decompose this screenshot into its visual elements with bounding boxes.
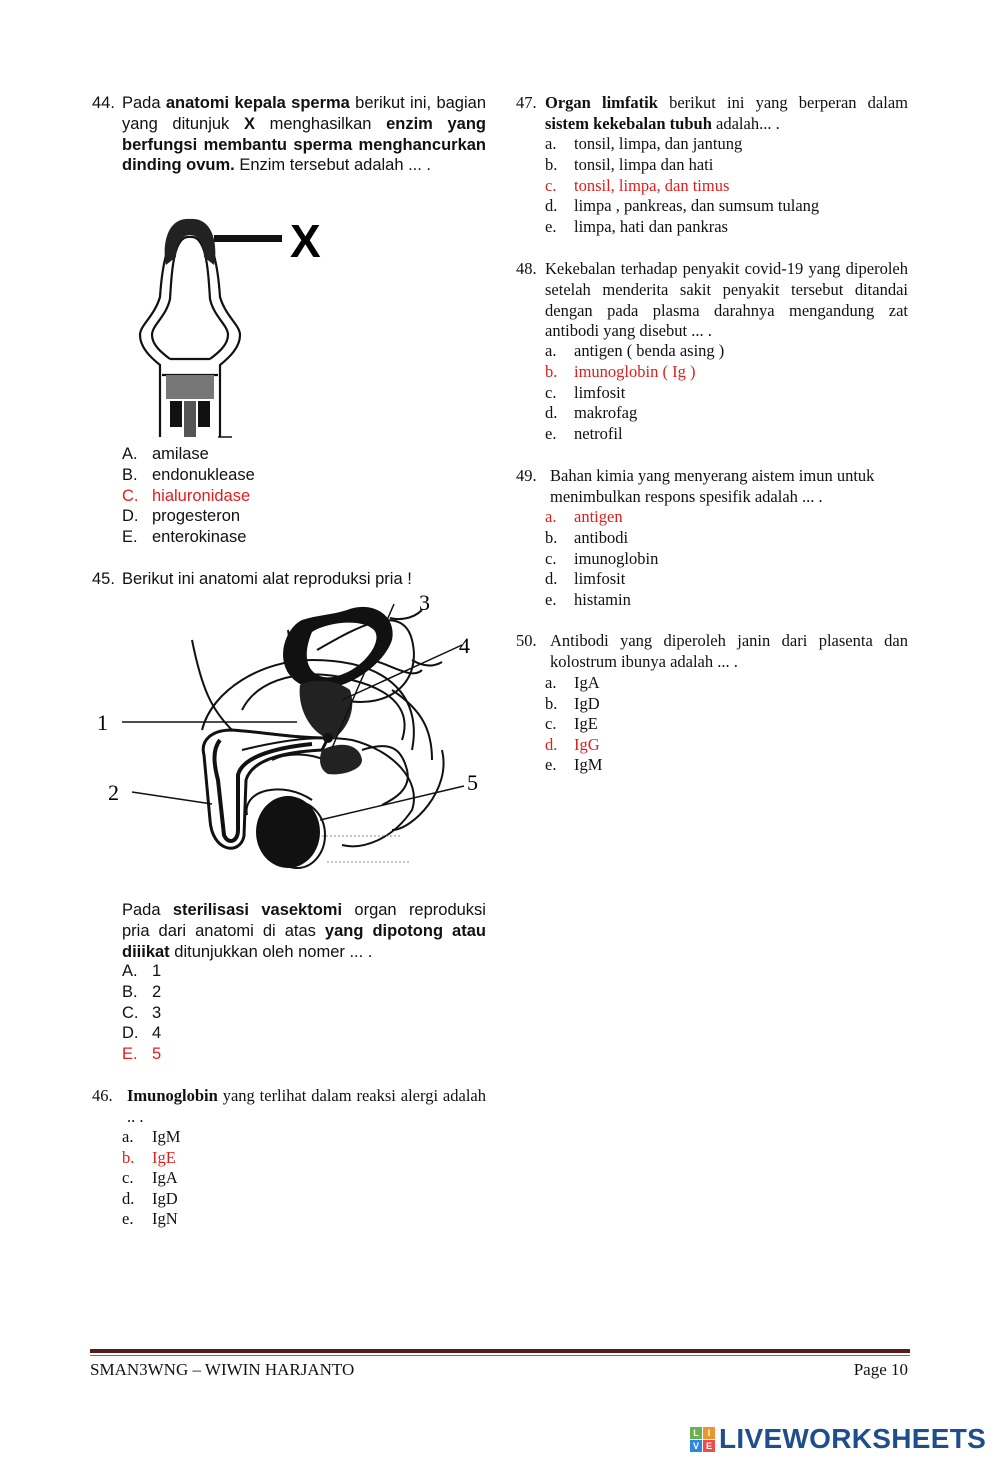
question-number: 46. — [92, 1086, 113, 1105]
option-letter: D. — [122, 1024, 139, 1043]
option-text: histamin — [574, 590, 631, 610]
option-text: tonsil, limpa, dan jantung — [574, 134, 743, 153]
option-text: tonsil, limpa dan hati — [574, 154, 714, 174]
option-b[interactable] — [122, 1148, 322, 1169]
figure-label-4: 4 — [459, 633, 470, 658]
option-a[interactable] — [122, 445, 482, 466]
live-badge-icon — [690, 1427, 715, 1452]
option-letter: d. — [545, 196, 558, 216]
option-letter: e. — [545, 217, 557, 237]
question-intro: Berikut ini anatomi alat reproduksi pria ! — [122, 570, 412, 588]
question-44-options — [122, 445, 482, 549]
option-letter: d. — [545, 734, 558, 754]
question-text: Imunoglobin yang terlihat dalam reaksi alergi adalah .. . — [127, 1086, 486, 1126]
option-text: IgE — [574, 714, 598, 734]
option-text: antigen — [574, 507, 623, 526]
option-letter: b. — [545, 527, 558, 547]
option-letter: A. — [122, 445, 138, 463]
option-letter: a. — [545, 507, 557, 526]
option-e[interactable] — [545, 590, 905, 611]
option-text: tonsil, limpa, dan timus — [574, 175, 730, 195]
option-c[interactable] — [122, 1004, 322, 1025]
option-text: netrofil — [574, 424, 623, 444]
option-text: limpa, hati dan pankras — [574, 217, 728, 237]
option-letter: a. — [545, 134, 557, 153]
option-d[interactable] — [122, 1024, 322, 1045]
option-d[interactable] — [545, 569, 905, 590]
option-text: progesteron — [152, 507, 241, 526]
question-49-options — [545, 507, 905, 611]
option-text: imunoglobin — [574, 548, 659, 568]
option-letter: b. — [545, 361, 558, 381]
option-b[interactable] — [545, 362, 905, 383]
option-text: IgM — [574, 755, 603, 775]
question-47 — [516, 93, 908, 135]
option-letter: A. — [122, 962, 138, 980]
question-text: Kekebalan terhadap penyakit covid-19 yang diperoleh setelah menderita sakit penyakit tersebut ditandai dengan pada plasma darahnya mengandung zat antibodi yang disebut ... . — [545, 259, 908, 341]
option-text: IgD — [574, 693, 600, 713]
question-50-options — [545, 673, 905, 776]
option-text: amilase — [152, 445, 209, 463]
option-text: limfosit — [574, 569, 626, 589]
option-letter: d. — [545, 569, 558, 589]
option-letter: b. — [545, 693, 558, 713]
option-letter: d. — [122, 1188, 135, 1208]
question-number: 47. — [516, 93, 537, 112]
option-text: 5 — [152, 1045, 162, 1064]
brand-name: LIVEWORKSHEETS — [719, 1423, 987, 1454]
question-number: 50. — [516, 631, 537, 650]
footer-page-number: Page 10 — [853, 1360, 908, 1379]
option-text: imunoglobin ( Ig ) — [574, 361, 696, 381]
option-e[interactable] — [545, 755, 905, 776]
option-e[interactable] — [122, 528, 482, 549]
question-text: Bahan kimia yang menyerang aistem imun untuk menimbulkan respons spesifik adalah ... . — [550, 466, 875, 506]
option-c[interactable] — [122, 487, 482, 508]
option-a[interactable] — [545, 507, 905, 528]
question-number: 45. — [92, 570, 115, 588]
option-e[interactable] — [545, 424, 905, 445]
option-text: antigen ( benda asing ) — [574, 341, 725, 360]
option-letter: E. — [122, 1045, 138, 1064]
option-d[interactable] — [122, 1189, 322, 1210]
option-letter: b. — [122, 1147, 135, 1167]
option-c[interactable] — [122, 1168, 322, 1189]
figure-label-3: 3 — [419, 590, 430, 615]
badge-l: L — [690, 1427, 702, 1439]
option-letter: D. — [122, 507, 139, 526]
option-letter: a. — [545, 673, 557, 692]
question-45-options — [122, 962, 322, 1066]
question-45 — [92, 569, 486, 590]
option-c[interactable] — [545, 549, 905, 570]
option-e[interactable] — [545, 217, 905, 238]
male-reproductive-figure — [92, 590, 492, 890]
option-text: 4 — [152, 1024, 162, 1043]
liveworksheets-logo[interactable] — [690, 1424, 986, 1454]
option-b[interactable] — [545, 528, 905, 549]
option-text: endonuklease — [152, 465, 255, 484]
option-e[interactable] — [122, 1209, 322, 1230]
option-text: makrofag — [574, 403, 638, 423]
option-d[interactable] — [545, 196, 905, 217]
sperm-head-figure — [132, 207, 342, 439]
option-letter: e. — [545, 590, 557, 610]
question-text: Antibodi yang diperoleh janin dari plasenta dan kolostrum ibunya adalah ... . — [550, 631, 908, 671]
question-number: 48. — [516, 259, 537, 278]
question-48 — [516, 259, 908, 342]
option-text: limfosit — [574, 382, 626, 402]
option-letter: C. — [122, 486, 139, 505]
option-letter: c. — [545, 382, 557, 402]
option-c[interactable] — [545, 714, 905, 735]
option-letter: e. — [122, 1209, 134, 1229]
option-letter: B. — [122, 465, 138, 484]
question-49 — [516, 466, 908, 508]
badge-e: E — [703, 1440, 715, 1452]
option-a[interactable] — [545, 341, 905, 362]
question-47-options — [545, 134, 905, 238]
option-text: IgA — [152, 1168, 178, 1188]
option-letter: B. — [122, 982, 138, 1001]
option-letter: c. — [122, 1168, 134, 1188]
option-e[interactable] — [122, 1045, 322, 1066]
option-text: limpa , pankreas, dan sumsum tulang — [574, 196, 820, 216]
option-letter: e. — [545, 424, 557, 444]
option-b[interactable] — [122, 983, 322, 1004]
option-text: hialuronidase — [152, 486, 251, 505]
question-text: Pada anatomi kepala sperma berikut ini, bagian yang ditunjuk X menghasilkan enzim yang berfungsi membantu sperma menghancurkan dinding ovum. Enzim tersebut adalah ... . — [122, 94, 487, 175]
option-letter: e. — [545, 755, 557, 775]
question-46 — [92, 1086, 486, 1128]
option-b[interactable] — [122, 466, 482, 487]
option-text: IgA — [574, 673, 600, 692]
option-text: 1 — [152, 962, 162, 980]
option-text: 3 — [152, 1003, 162, 1022]
option-a[interactable] — [545, 673, 905, 694]
option-a[interactable] — [122, 962, 322, 983]
option-letter: a. — [545, 341, 557, 360]
question-50 — [516, 631, 908, 673]
option-letter: c. — [545, 548, 557, 568]
figure-label-2: 2 — [108, 780, 119, 805]
option-letter: c. — [545, 714, 557, 734]
option-text: 2 — [152, 982, 162, 1001]
option-text: IgE — [152, 1147, 176, 1167]
footer-rule — [90, 1349, 910, 1353]
footer-left: SMAN3WNG – WIWIN HARJANTO — [90, 1360, 355, 1379]
option-letter: c. — [545, 175, 557, 195]
option-d[interactable] — [545, 735, 905, 756]
footer-rule-thin — [90, 1355, 910, 1356]
option-letter: b. — [545, 154, 558, 174]
question-48-options — [545, 341, 905, 445]
option-text: IgN — [152, 1209, 178, 1229]
figure-label-1: 1 — [97, 710, 108, 735]
option-letter: E. — [122, 528, 138, 547]
option-letter: a. — [122, 1127, 134, 1146]
option-d[interactable] — [545, 403, 905, 424]
question-number: 49. — [516, 466, 537, 485]
option-letter: C. — [122, 1003, 139, 1022]
figure-label-5: 5 — [467, 770, 478, 795]
badge-v: V — [690, 1440, 702, 1452]
option-text: enterokinase — [152, 528, 247, 547]
option-text: antibodi — [574, 527, 629, 547]
option-c[interactable] — [545, 383, 905, 404]
option-d[interactable] — [122, 507, 482, 528]
option-b[interactable] — [545, 694, 905, 715]
option-b[interactable] — [545, 155, 905, 176]
option-letter: d. — [545, 403, 558, 423]
question-44 — [92, 93, 486, 176]
option-a[interactable] — [545, 134, 905, 155]
question-46-options — [122, 1127, 322, 1230]
option-text: IgG — [574, 734, 600, 754]
option-a[interactable] — [122, 1127, 322, 1148]
figure-label-x: X — [290, 215, 321, 267]
option-text: IgD — [152, 1188, 178, 1208]
question-number: 44. — [92, 94, 115, 112]
badge-i: I — [703, 1427, 715, 1439]
question-45-text: Pada sterilisasi vasektomi organ reproduksi pria dari anatomi di atas yang dipotong atau diiikat ditunjukkan oleh nomer ... . — [122, 901, 486, 961]
question-text: Organ limfatik berikut ini yang berperan dalam sistem kekebalan tubuh adalah... . — [545, 93, 908, 133]
option-c[interactable] — [545, 176, 905, 197]
option-text: IgM — [152, 1127, 181, 1146]
